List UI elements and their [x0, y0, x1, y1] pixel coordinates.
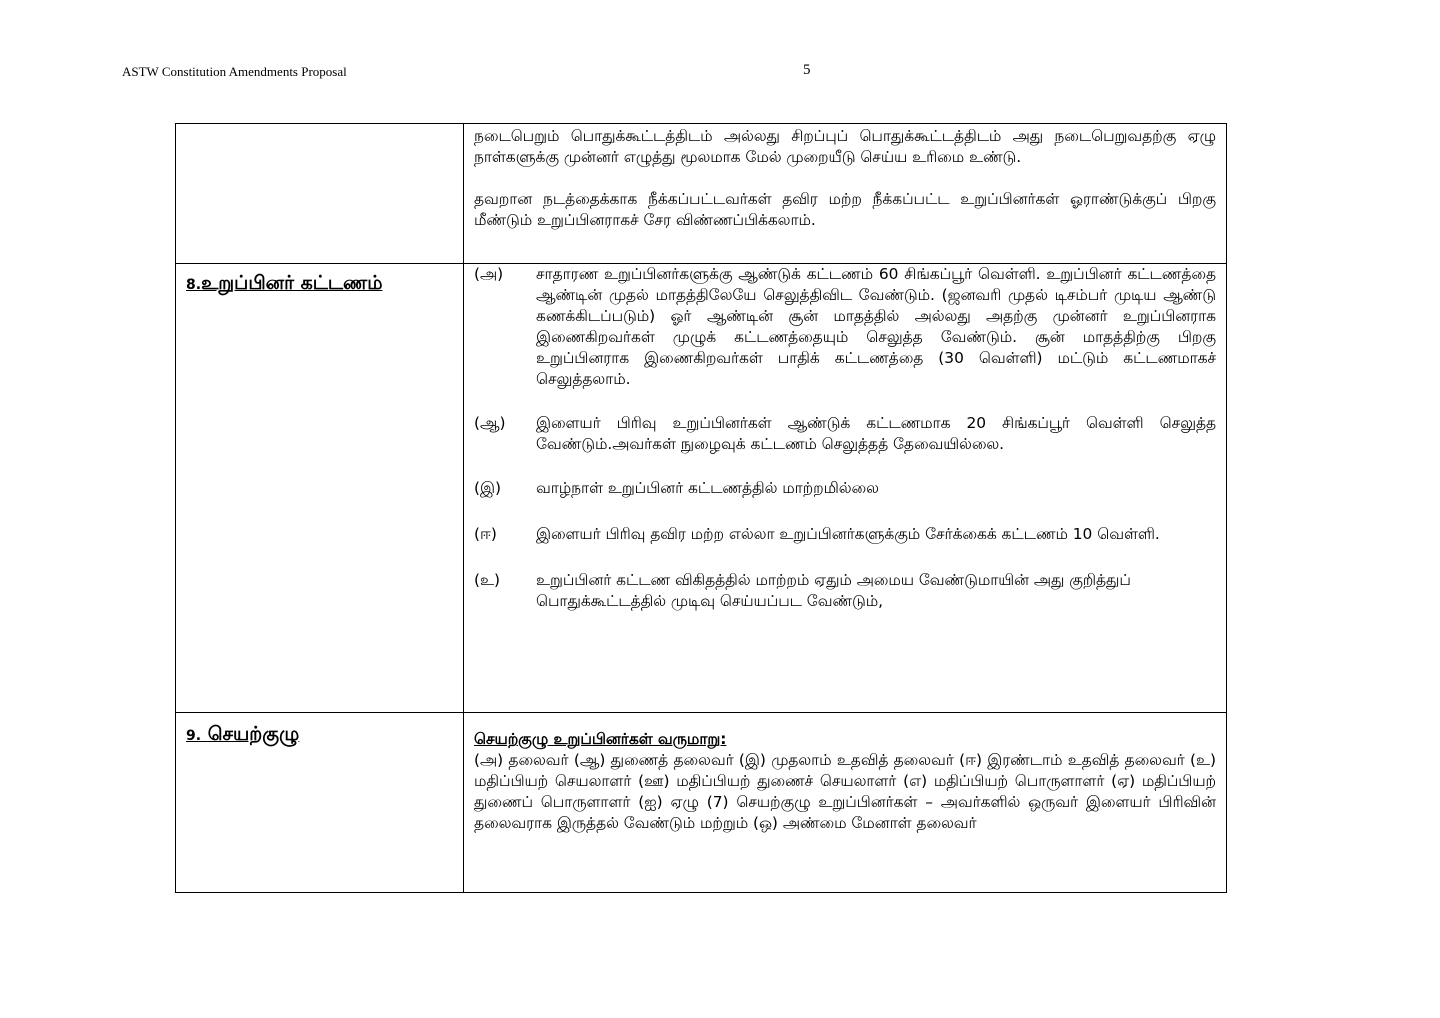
page-number: 5	[803, 62, 811, 78]
item-marker: (ஈ)	[474, 525, 497, 543]
item-marker: (உ)	[474, 571, 500, 589]
content-cell	[464, 264, 1227, 713]
item-text: சாதாரண உறுப்பினர்களுக்கு ஆண்டுக் கட்டணம் 60 சிங்கப்பூர் வெள்ளி. உறுப்பினர் கட்டணத்தை ஆண்டின் முதல் மாதத்திலேயே செலுத்திவிட வேண்டும். (ஜனவரி முதல் டிசம்பர் முடிய ஆண்டு கணக்கிடப்படும்) ஓர் ஆண்டின் சூன் மாதத்தில் அல்லது அதற்கு முன்னர் உறுப்பினராக இணைகிறவர்கள் முழுக் கட்டணத்தையும் செலுத்த வேண்டும். சூன் மாதத்திற்கு பிறகு உறுப்பினராக இணைகிறவர்கள் பாதிக் கட்டணத்தை (30 வெள்ளி) மட்டும் கட்டணமாகச் செலுத்தலாம்.	[536, 265, 1216, 388]
section-number: 8.	[186, 277, 202, 293]
list-item	[474, 413, 1216, 455]
committee-subheading: செயற்குழு உறுப்பினர்கள் வருமாறு:	[474, 730, 727, 748]
amendments-table	[175, 123, 1227, 893]
table-row	[176, 713, 1227, 893]
appeal-paragraph: நடைபெறும் பொதுக்கூட்டத்திடம் அல்லது சிறப்புப் பொதுக்கூட்டத்திடம் அது நடைபெறுவதற்கு ஏழு நாள்களுக்கு முன்னர் எழுத்து மூலமாக மேல் முறையீடு செய்ய உரிமை உண்டு.	[474, 127, 1216, 166]
list-item	[474, 478, 1216, 499]
section-label-cell	[176, 264, 464, 713]
content-cell	[464, 124, 1227, 264]
table-row	[176, 124, 1227, 264]
item-text: உறுப்பினர் கட்டண விகிதத்தில் மாற்றம் ஏதும் அமைய வேண்டுமாயின் அது குறித்துப் பொதுக்கூட்டத்தில் முடிவு செய்யப்பட வேண்டும்,	[536, 571, 1131, 610]
section-title: செயற்குழு	[207, 723, 300, 745]
section-heading	[176, 713, 463, 747]
list-item	[474, 524, 1216, 545]
item-text: வாழ்நாள் உறுப்பினர் கட்டணத்தில் மாற்றமில்லை	[536, 479, 879, 497]
committee-members-paragraph: (அ) தலைவர் (ஆ) துணைத் தலைவர் (இ) முதலாம் உதவித் தலைவர் (ஈ) இரண்டாம் உதவித் தலைவர் (உ) மதிப்பியற் செயலாளர் (ஊ) மதிப்பியற் துணைச் செயலாளர் (எ) மதிப்பியற் பொருளாளர் (ஏ) மதிப்பியற் துணைப் பொருளாளர் (ஐ) ஏழு (7) செயற்குழு உறுப்பினர்கள் – அவர்களில் ஒருவர் இளையர் பிரிவின் தலைவராக இருத்தல் வேண்டும் மற்றும் (ஒ) அண்மை மேனாள் தலைவர்	[474, 751, 1216, 832]
content-cell	[464, 713, 1227, 893]
section-label-cell	[176, 124, 464, 264]
document-title: ASTW Constitution Amendments Proposal	[122, 64, 347, 79]
section-label-cell	[176, 713, 464, 893]
section-title: உறுப்பினர் கட்டணம்	[201, 272, 383, 294]
rejoin-paragraph: தவறான நடத்தைக்காக நீக்கப்பட்டவர்கள் தவிர மற்ற நீக்கப்பட்ட உறுப்பினர்கள் ஓராண்டுக்குப் பிறகு மீண்டும் உறுப்பினராகச் சேர விண்ணப்பிக்கலாம்.	[474, 190, 1216, 229]
item-marker: (இ)	[474, 479, 501, 497]
table-row	[176, 264, 1227, 713]
section-number: 9.	[186, 728, 202, 744]
item-text: இளையர் பிரிவு உறுப்பினர்கள் ஆண்டுக் கட்டணமாக 20 சிங்கப்பூர் வெள்ளி செலுத்த வேண்டும்.அவர்கள் நுழைவுக் கட்டணம் செலுத்தத் தேவையில்லை.	[536, 414, 1216, 453]
list-item	[474, 264, 1216, 390]
section-heading	[176, 264, 463, 296]
item-marker: (அ)	[474, 265, 504, 283]
list-item	[474, 570, 1216, 612]
item-text: இளையர் பிரிவு தவிர மற்ற எல்லா உறுப்பினர்களுக்கும் சேர்க்கைக் கட்டணம் 10 வெள்ளி.	[536, 525, 1160, 543]
item-marker: (ஆ)	[474, 414, 506, 432]
